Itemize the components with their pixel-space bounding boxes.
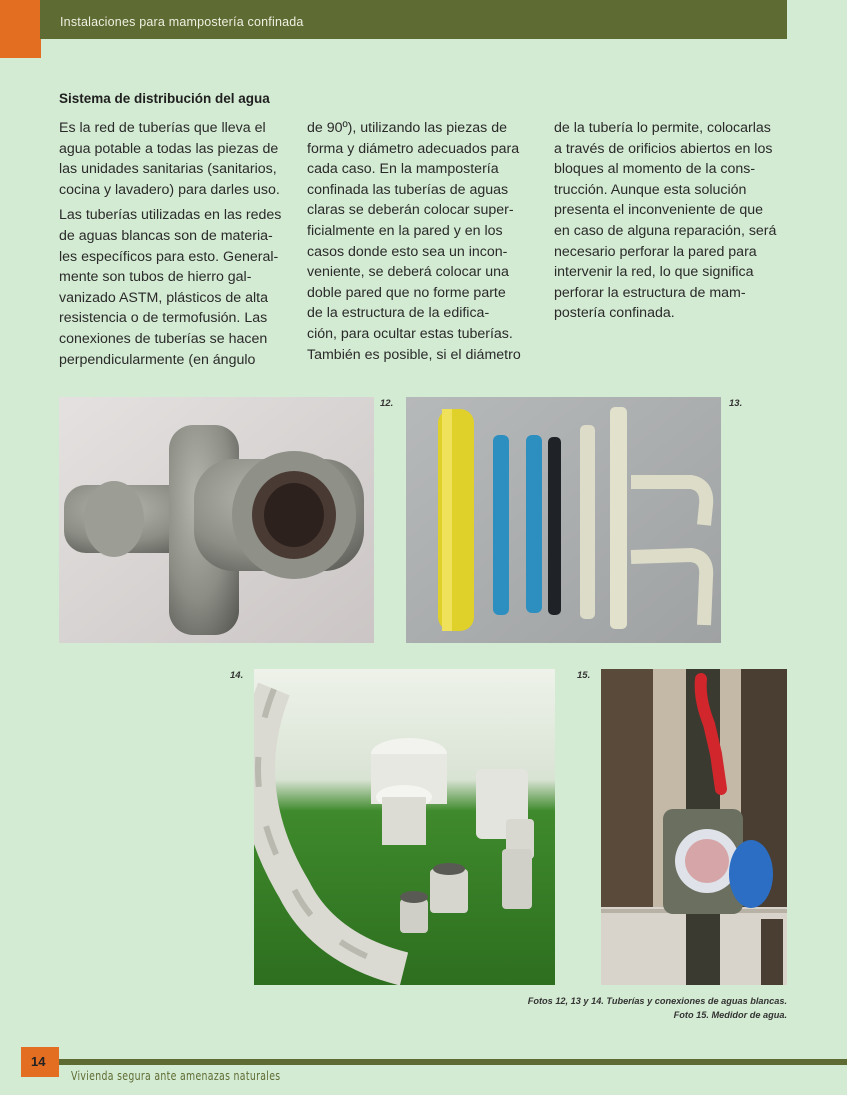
photo-label-14: 14. <box>230 670 244 681</box>
photo-label-15: 15. <box>577 670 591 681</box>
text-line: en caso de alguna reparación, será <box>554 222 777 239</box>
text-line: También es posible, si el diámetro <box>307 346 521 363</box>
text-line: trucción. Aunque esta solución <box>554 181 747 198</box>
caption-line-2: Foto 15. Medidor de agua. <box>673 1010 787 1020</box>
photo-plastic-pipes <box>406 397 721 643</box>
text-column-2 <box>307 118 539 370</box>
text-line: necesario perforar la pared para <box>554 243 757 260</box>
text-line: postería confinada. <box>554 305 675 322</box>
paragraph <box>554 118 786 324</box>
text-line: a través de orificios abiertos en los <box>554 140 773 157</box>
corner-accent <box>0 0 41 58</box>
text-line: ción, para ocultar estas tuberías. <box>307 325 513 342</box>
text-line: Las tuberías utilizadas en las redes <box>59 207 282 224</box>
footer-rule <box>59 1059 847 1065</box>
text-line: de la tubería lo permite, colocarlas <box>554 120 771 136</box>
photo-pvc-fittings <box>254 669 555 985</box>
section-heading: Sistema de distribución del agua <box>59 91 270 106</box>
text-line: las unidades sanitarias (sanitarios, <box>59 161 277 178</box>
text-line: cada caso. En la mampostería <box>307 161 499 178</box>
text-line: doble pared que no forme parte <box>307 284 506 301</box>
header-title: Instalaciones para mampostería confinada <box>60 15 304 29</box>
photo-caption <box>528 994 787 1022</box>
text-line: intervenir la red, lo que significa <box>554 264 754 281</box>
text-line: cocina y lavadero) para darles uso. <box>59 181 280 198</box>
text-line: Es la red de tuberías que lleva el <box>59 120 266 136</box>
text-line: vanizado ASTM, plásticos de alta <box>59 289 268 306</box>
text-line: de la estructura de la edifica- <box>307 305 490 322</box>
paragraph <box>59 118 291 200</box>
text-line: conexiones de tuberías se hacen <box>59 330 268 347</box>
text-line: les específicos para esto. General- <box>59 248 279 265</box>
footer-title: Vivienda segura ante amenazas naturales <box>71 1069 281 1083</box>
text-column-1 <box>59 118 291 375</box>
text-line: presenta el inconveniente de que <box>554 202 764 219</box>
photo-galvanized-tee <box>59 397 374 643</box>
text-line: mente son tubos de hierro gal- <box>59 269 252 286</box>
text-line: perpendicularmente (en ángulo <box>59 351 256 368</box>
text-line: agua potable a todas las piezas de <box>59 140 279 157</box>
photo-label-12: 12. <box>380 398 394 409</box>
photo-water-meter <box>601 669 787 985</box>
text-line: ficialmente en la pared y en los <box>307 222 503 239</box>
paragraph <box>59 205 291 370</box>
page-number: 14 <box>31 1054 46 1069</box>
text-line: forma y diámetro adecuados para <box>307 140 520 157</box>
header-bar <box>40 0 787 39</box>
text-line: de 90º), utilizando las piezas de <box>307 120 507 136</box>
text-line: claras se deberán colocar super- <box>307 202 514 219</box>
paragraph <box>307 118 539 365</box>
text-line: veniente, se deberá colocar una <box>307 264 509 281</box>
text-line: bloques al momento de la cons- <box>554 161 756 178</box>
caption-line-1: Fotos 12, 13 y 14. Tuberías y conexiones de aguas blancas. <box>527 996 787 1006</box>
page-number-box <box>21 1047 59 1077</box>
text-column-3 <box>554 118 786 329</box>
text-line: resistencia o de termofusión. Las <box>59 310 268 327</box>
text-line: confinada las tuberías de aguas <box>307 181 509 198</box>
text-line: de aguas blancas son de materia- <box>59 227 273 244</box>
text-line: perforar la estructura de mam- <box>554 284 746 301</box>
text-line: casos donde esto sea un incon- <box>307 243 508 260</box>
photo-label-13: 13. <box>729 398 743 409</box>
